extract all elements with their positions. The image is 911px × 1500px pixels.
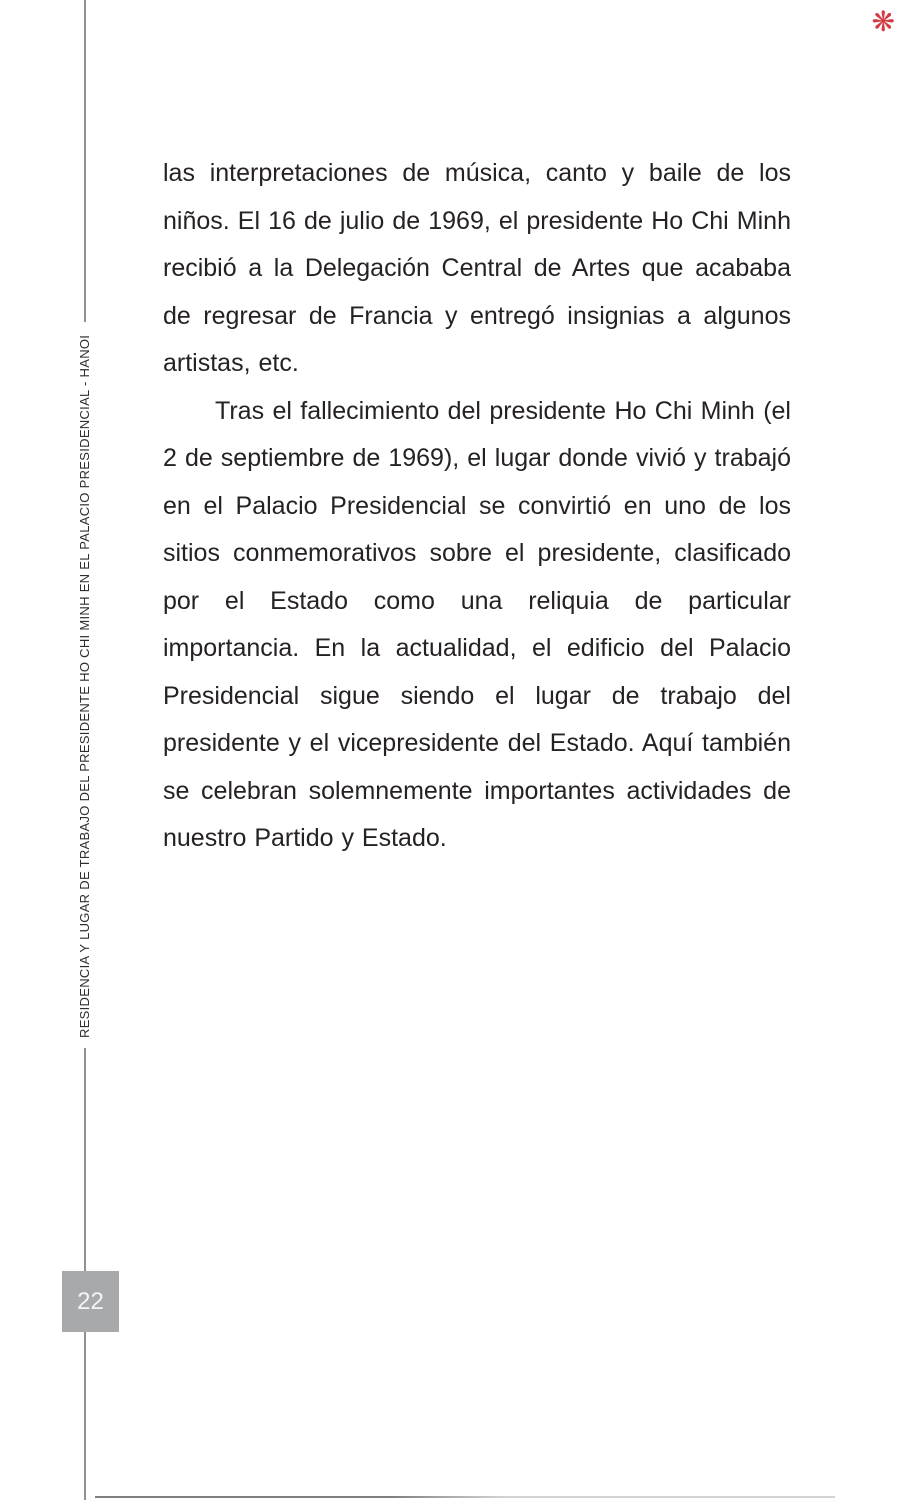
left-rule-top — [84, 0, 86, 322]
paragraph-2: Tras el fallecimiento del presidente Ho Chi Minh (el 2 de septiembre de 1969), el lugar donde vivió y trabajó en el Palacio Presidencial se convirtió en uno de los sitios conmemorativos sobre el presidente, clasificado por el Estado como una reliquia de particular importancia. En la actualidad, el edificio del Palacio Presidencial sigue siendo el lugar de trabajo del presidente y el vicepresidente del Estado. Aquí también se celebran solemnemente importantes actividades de nuestro Partido y Estado. — [163, 396, 791, 852]
paragraph-1: las interpretaciones de música, canto y baile de los niños. El 16 de julio de 1969, el presidente Ho Chi Minh recibió a la Delegación Central de Artes que acababa de regresar de Francia y entregó insignias a algunos artistas, etc. — [163, 159, 791, 377]
sidebar-vertical-title: RESIDENCIA Y LUGAR DE TRABAJO DEL PRESIDENTE HO CHI MINH EN EL PALACIO PRESIDENCIAL - HANOI — [77, 334, 92, 1038]
scan-edge-line — [95, 1496, 835, 1498]
page-number: 22 — [77, 1287, 104, 1315]
body-text — [163, 150, 791, 863]
page-number-box — [62, 1271, 119, 1332]
flower-ornament-icon: ❋ — [871, 6, 895, 37]
